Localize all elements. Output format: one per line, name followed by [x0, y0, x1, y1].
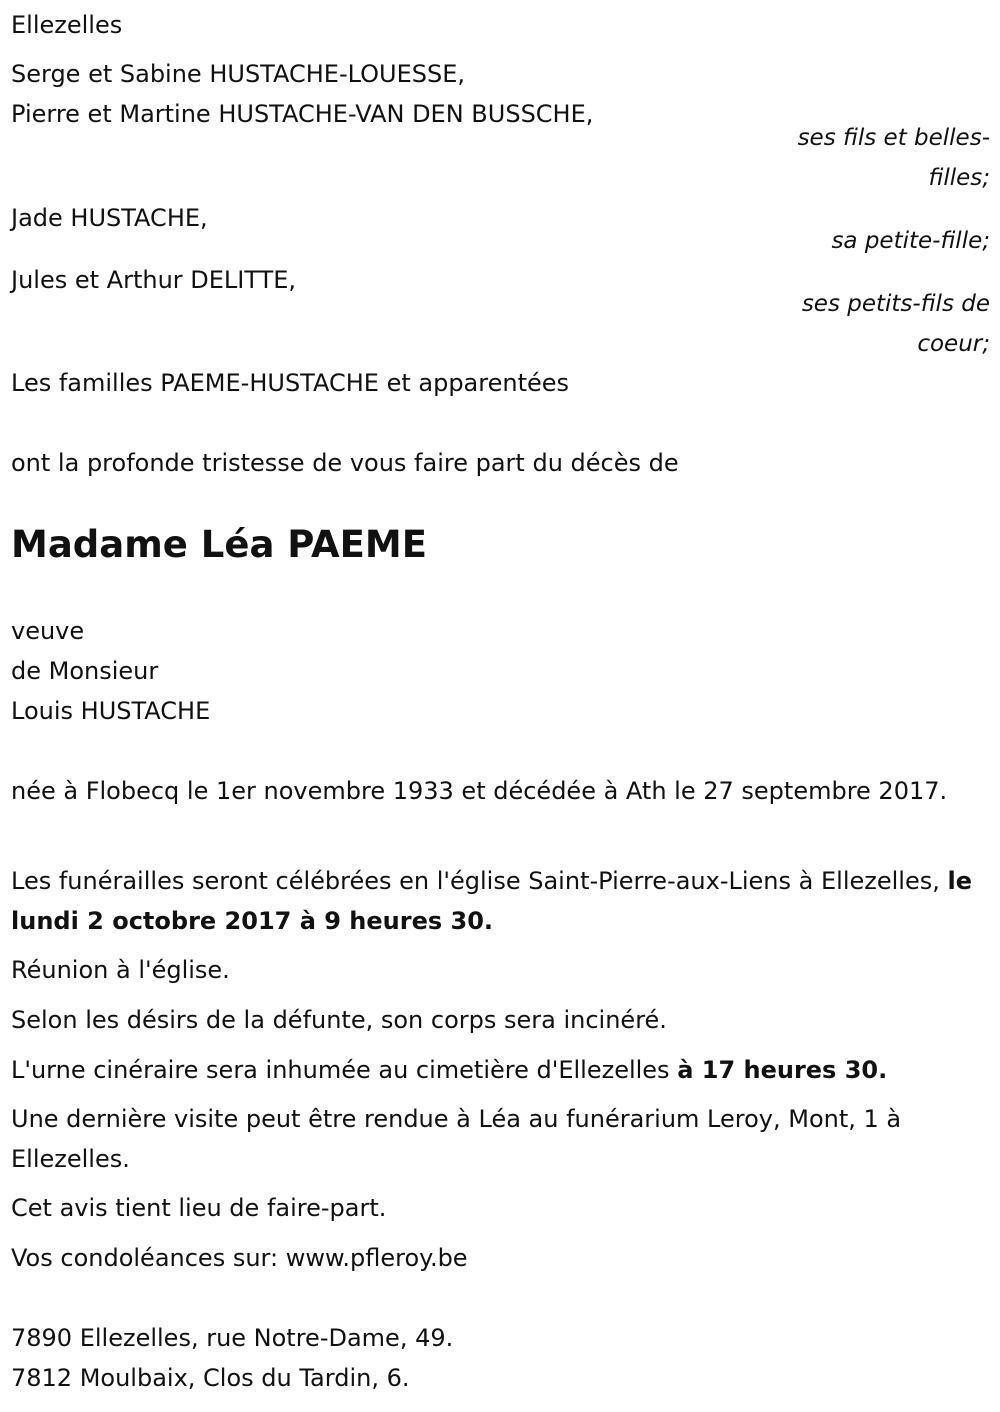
funeral-paragraph: [11, 861, 986, 941]
city-heading: Ellezelles: [11, 11, 123, 39]
family-grandsons-heart: Jules et Arthur DELITTE,: [11, 266, 297, 294]
family-related: Les familles PAEME-HUSTACHE et apparentées: [11, 369, 570, 397]
notice-text: Cet avis tient lieu de faire-part.: [11, 1194, 387, 1222]
family-granddaughter: Jade HUSTACHE,: [11, 204, 208, 232]
visit-text: Une dernière visite peut être rendue à Léa au funérarium Leroy, Mont, 1 à Ellezelles.: [11, 1105, 902, 1173]
role-grandsons-heart: ses petits-fils de coeur;: [801, 291, 990, 357]
address-2: 7812 Moulbaix, Clos du Tardin, 6.: [11, 1364, 410, 1392]
announcement-text: ont la profonde tristesse de vous faire part du décès de: [11, 449, 679, 477]
birth-death-text: née à Flobecq le 1er novembre 1933 et décédée à Ath le 27 septembre 2017.: [11, 777, 948, 805]
role-granddaughter: sa petite-fille;: [831, 228, 990, 254]
role-sons: ses fils et belles-filles;: [797, 125, 990, 191]
funeral-text: Les funérailles seront célébrées en l'église Saint-Pierre-aux-Liens à Ellezelles,: [11, 867, 948, 895]
address-1: 7890 Ellezelles, rue Notre-Dame, 49.: [11, 1324, 454, 1352]
family-son-2: Pierre et Martine HUSTACHE-VAN DEN BUSSCHE,: [11, 100, 594, 128]
widow-line-2: de Monsieur: [11, 657, 159, 685]
deceased-name: Madame Léa PAEME: [11, 523, 428, 566]
meeting-text: Réunion à l'église.: [11, 956, 230, 984]
family-son-1: Serge et Sabine HUSTACHE-LOUESSE,: [11, 60, 465, 88]
condolences-link[interactable]: www.pfleroy.be: [285, 1244, 468, 1272]
cremation-text: Selon les désirs de la défunte, son corps sera incinéré.: [11, 1006, 667, 1034]
urn-paragraph: [11, 1050, 887, 1090]
condolences-label: Vos condoléances sur:: [11, 1244, 286, 1272]
urn-time: à 17 heures 30.: [677, 1056, 888, 1084]
urn-text: L'urne cinéraire sera inhumée au cimetière d'Ellezelles: [11, 1056, 678, 1084]
widow-line-3: Louis HUSTACHE: [11, 697, 211, 725]
widow-line-1: veuve: [11, 617, 85, 645]
condolences-line: [11, 1238, 468, 1278]
funeral-date: le lundi 2 octobre 2017 à 9 heures 30.: [11, 867, 972, 935]
